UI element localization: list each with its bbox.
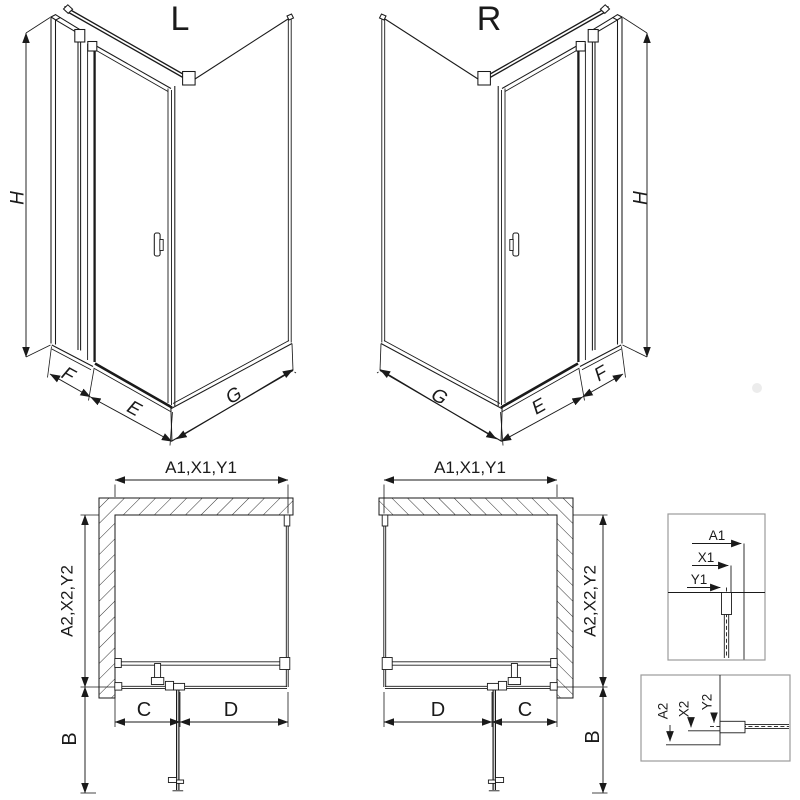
detail-top-dim-a1: A1 <box>708 528 726 543</box>
iso-right-dim-F: F <box>590 362 612 386</box>
iso-view-right <box>377 0 652 446</box>
plan-left-dim-b: B <box>59 732 81 746</box>
iso-right-dim-E: E <box>528 394 550 420</box>
iso-view-left <box>8 0 297 446</box>
detail-bottom-dim-a2: A2 <box>655 702 671 720</box>
plan-left-dim-a1: A1,X1,Y1 <box>165 458 237 477</box>
detail-bottom-dim-x2: X2 <box>676 700 692 718</box>
detail-bottom-dim-y2: Y2 <box>699 693 715 711</box>
detail-box-top <box>668 514 765 660</box>
plan-right-dim-a2: A2,X2,Y2 <box>580 565 600 637</box>
iso-left-dim-E: E <box>123 396 145 422</box>
plan-left-dim-a2: A2,X2,Y2 <box>57 565 77 637</box>
plan-right-dim-c: C <box>517 699 533 721</box>
iso-right-dim-G: G <box>427 384 451 410</box>
plan-right-dim-a1: A1,X1,Y1 <box>434 458 506 477</box>
iso-left-dim-H: H <box>7 191 29 205</box>
plan-left-dim-c: C <box>136 699 152 721</box>
watermark-dot <box>752 383 762 393</box>
plan-right-dim-d: D <box>430 699 446 721</box>
iso-right-dim-H: H <box>630 191 652 205</box>
plan-view-right <box>379 458 608 793</box>
plan-left-dim-d: D <box>223 699 239 721</box>
iso-left-dim-G: G <box>222 383 246 409</box>
detail-top-dim-y1: Y1 <box>690 572 708 587</box>
plan-view-left <box>58 458 294 793</box>
plan-right-dim-b: B <box>582 730 604 744</box>
detail-top-dim-x1: X1 <box>697 550 715 565</box>
iso-left-dim-F: F <box>57 363 79 387</box>
variant-label-left: L <box>170 0 190 38</box>
detail-box-bottom <box>641 675 790 761</box>
variant-label-right: R <box>476 0 502 38</box>
